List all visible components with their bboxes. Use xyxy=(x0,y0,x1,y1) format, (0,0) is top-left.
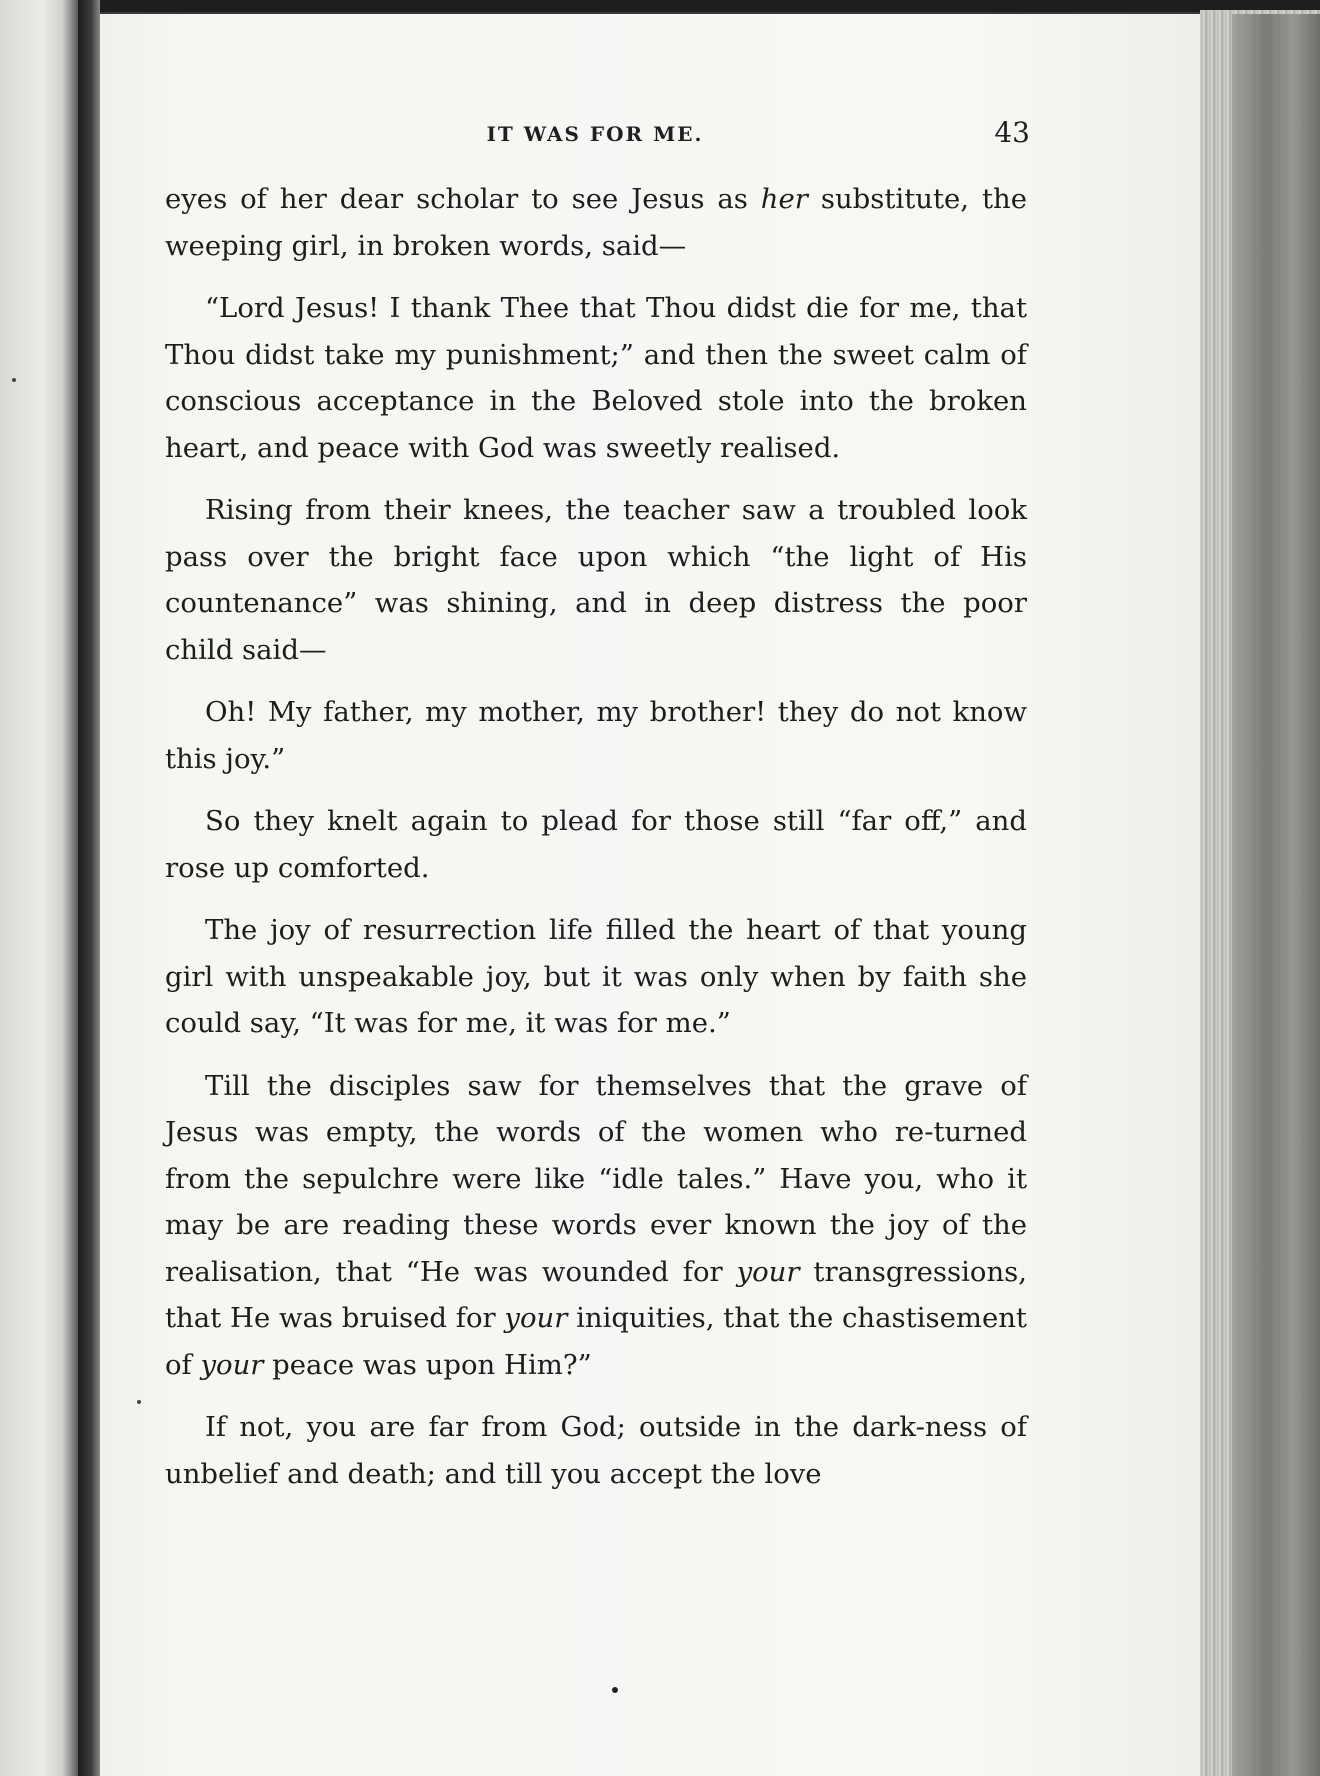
paragraph xyxy=(165,798,1027,891)
scan-speck xyxy=(12,378,16,382)
facing-page-edge xyxy=(0,0,78,1776)
text-segment: transgressions, that He was bruised for xyxy=(165,1255,1028,1334)
paragraph xyxy=(165,176,1027,269)
text-segment: substitute, the weeping girl, in broken words, said— xyxy=(165,183,1027,262)
text-segment: Till the disciples saw for themselves that the grave of Jesus was empty, the words of the women who re-turned from the sepulchre were like “idle tales.” Have you, who it may be are reading these words ever known the joy of the realisation, that “He was wounded for xyxy=(165,1069,1027,1288)
italic-text: her xyxy=(760,183,808,215)
scan-top-edge xyxy=(0,0,1320,12)
text-segment: Rising from their knees, the teacher saw a troubled look pass over the bright face upon which “the light of His countenance” was shining, and in deep distress the poor child said— xyxy=(165,494,1027,666)
text-segment: Oh! My father, my mother, my brother! they do not know this joy.” xyxy=(165,696,1027,775)
text-segment: So they knelt again to plead for those still “far off,” and rose up comforted. xyxy=(165,805,1027,884)
italic-text: your xyxy=(504,1302,568,1334)
paragraph xyxy=(165,285,1027,471)
text-segment: “Lord Jesus! I thank Thee that Thou didst die for me, that Thou didst take my punishment;” and then the sweet calm of conscious acceptance in the Beloved stole into the broken heart, and peace with God was sweetly realised. xyxy=(165,292,1027,464)
text-segment: eyes of her dear scholar to see Jesus as xyxy=(165,183,761,215)
text-segment: If not, you are far from God; outside in the dark-ness of unbelief and death; and till you accept the love xyxy=(165,1411,1027,1490)
signature-mark xyxy=(612,1687,618,1693)
text-segment: The joy of resurrection life filled the heart of that young girl with unspeakable joy, but it was only when by faith she could say, “It was for me, it was for me.” xyxy=(165,914,1027,1039)
paragraph xyxy=(165,689,1027,782)
scan-speck xyxy=(137,1400,141,1404)
page-header xyxy=(160,116,1030,156)
body-text xyxy=(165,176,1027,1497)
paragraph xyxy=(165,487,1027,673)
text-segment: iniquities, that the chastisement of xyxy=(165,1302,1027,1381)
running-head: IT WAS FOR ME. xyxy=(486,122,704,146)
paragraph xyxy=(165,1063,1027,1389)
paragraph xyxy=(165,907,1027,1047)
book-gutter xyxy=(78,0,100,1776)
italic-text: your xyxy=(736,1255,800,1288)
text-segment: peace was upon Him?” xyxy=(263,1348,592,1381)
italic-text: your xyxy=(200,1348,264,1381)
page-number: 43 xyxy=(994,116,1030,149)
page-stack-shadow xyxy=(1232,14,1320,1776)
paragraph xyxy=(165,1404,1027,1497)
